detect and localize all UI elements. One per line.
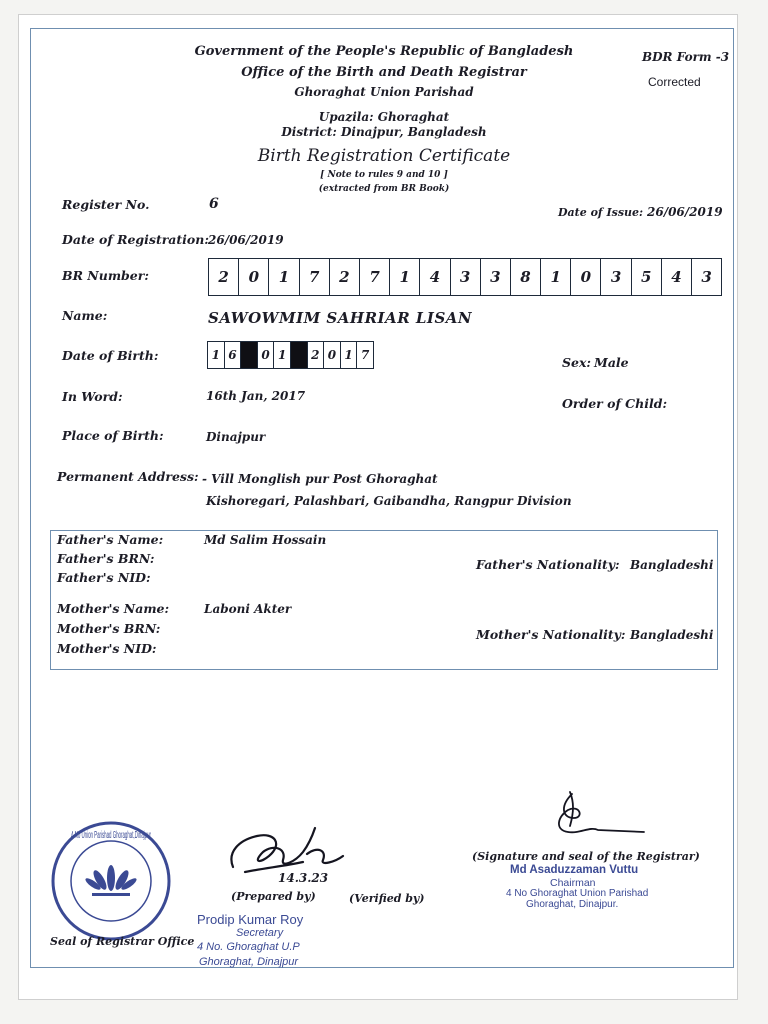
dob-digit: 6 [225,342,242,368]
br-digit: 3 [481,259,511,295]
place-of-birth-label: Place of Birth: [62,428,164,443]
chairman-place: Ghoraghat, Dinajpur. [526,899,619,910]
br-digit: 4 [420,259,450,295]
corrected-label: Corrected [648,75,701,89]
header-extracted: (extracted from BR Book) [318,184,450,194]
address-line-2: Kishoregari, Palashbari, Gaibandha, Rangpur Division [206,494,572,508]
chairman-office: 4 No Ghoraghat Union Parishad [506,888,649,899]
issue-date-label: Date of Issue: [558,206,644,219]
mother-name-label: Mother's Name: [57,601,170,616]
br-digit: 2 [330,259,360,295]
br-digit: 3 [601,259,631,295]
sex-label: Sex: [562,355,592,370]
br-digit: 1 [390,259,420,295]
header-office: Office of the Birth and Death Registrar [241,65,527,80]
br-digit: 3 [451,259,481,295]
secretary-place: Ghoraghat, Dinajpur [199,956,299,968]
secretary-title: Secretary [236,927,284,939]
address-line-1: - Vill Monglish pur Post Ghoraghat [202,472,438,486]
br-digit: 1 [269,259,299,295]
chairman-name: Md Asaduzzaman Vuttu [510,864,639,876]
child-name: SAWOWMIM SAHRIAR LISAN [208,309,473,327]
br-digit: 1 [541,259,571,295]
form-number: BDR Form -3 [642,50,730,64]
br-digit: 2 [209,259,239,295]
secretary-name: Prodip Kumar Roy [197,912,304,927]
br-digit: 8 [511,259,541,295]
dob-digit: 1 [274,342,291,368]
verified-by-label: (Verified by) [349,892,425,905]
dob-digit: 1 [341,342,358,368]
secretary-office: 4 No. Ghoraghat U.P [197,941,300,953]
br-number-grid [208,258,722,296]
chairman-title: Chairman [550,877,596,889]
br-digit: 7 [300,259,330,295]
father-nationality: Bangladeshi [630,558,714,572]
sign-date: 14.3.23 [278,871,329,885]
father-name: Md Salim Hossain [204,533,327,547]
father-nid-label: Father's NID: [57,570,151,585]
union-parishad-seal-stamp [48,818,174,944]
registration-date-label: Date of Registration: [62,232,209,247]
mother-name: Laboni Akter [204,602,292,616]
register-label: Register No. [62,197,150,212]
mother-brn-label: Mother's BRN: [57,621,161,636]
header-note: [ Note to rules 9 and 10 ] [320,170,448,180]
sex-value: Male [594,355,629,370]
dob-digit: 2 [308,342,325,368]
dob-grid [207,341,374,369]
order-of-child-label: Order of Child: [562,396,668,411]
dob-digit: 0 [324,342,341,368]
prepared-by-label: (Prepared by) [231,890,316,903]
mother-nationality: Bangladeshi [630,628,714,642]
certificate-title: Birth Registration Certificate [257,146,511,166]
father-brn-label: Father's BRN: [57,551,155,566]
dob-label: Date of Birth: [62,348,159,363]
dob-separator [291,342,308,368]
br-digit: 3 [701,268,712,286]
father-name-label: Father's Name: [57,532,164,547]
br-digit: 0 [571,259,601,295]
br-number-label: BR Number: [62,268,149,283]
header-union: Ghoraghat Union Parishad [294,85,474,99]
br-digit: 0 [239,259,269,295]
header-district: District: Dinajpur, Bangladesh [281,125,487,139]
seal-text: 4 No Union Parishad Ghoraghat,Dinajpur [71,830,152,841]
dob-digit: 0 [258,342,275,368]
register-value: 6 [209,196,219,212]
name-label: Name: [62,308,108,323]
br-digit: 4 [662,259,692,295]
br-digit: 5 [632,259,662,295]
registrar-signature-label: (Signature and seal of the Registrar) [472,850,700,863]
dob-separator [241,342,258,368]
issue-date-value: 26/06/2019 [647,205,723,219]
registrar-signature [540,788,650,840]
mother-nid-label: Mother's NID: [57,641,157,656]
header-government: Government of the People's Republic of Bangladesh [194,44,574,59]
dob-digit: 1 [208,342,225,368]
header-upazila: Upazila: Ghoraghat [318,110,450,124]
father-nationality-label: Father's Nationality: [476,557,620,572]
permanent-address-label: Permanent Address: [57,469,199,484]
mother-nationality-label: Mother's Nationality: [476,627,626,642]
dob-digit: 7 [360,348,370,362]
registration-date-value: 26/06/2019 [208,233,284,247]
br-digit: 7 [360,259,390,295]
in-word-label: In Word: [62,389,123,404]
seal-label: Seal of Registrar Office [50,935,195,948]
in-word-value: 16th Jan, 2017 [206,389,306,403]
place-of-birth-value: Dinajpur [206,430,266,444]
